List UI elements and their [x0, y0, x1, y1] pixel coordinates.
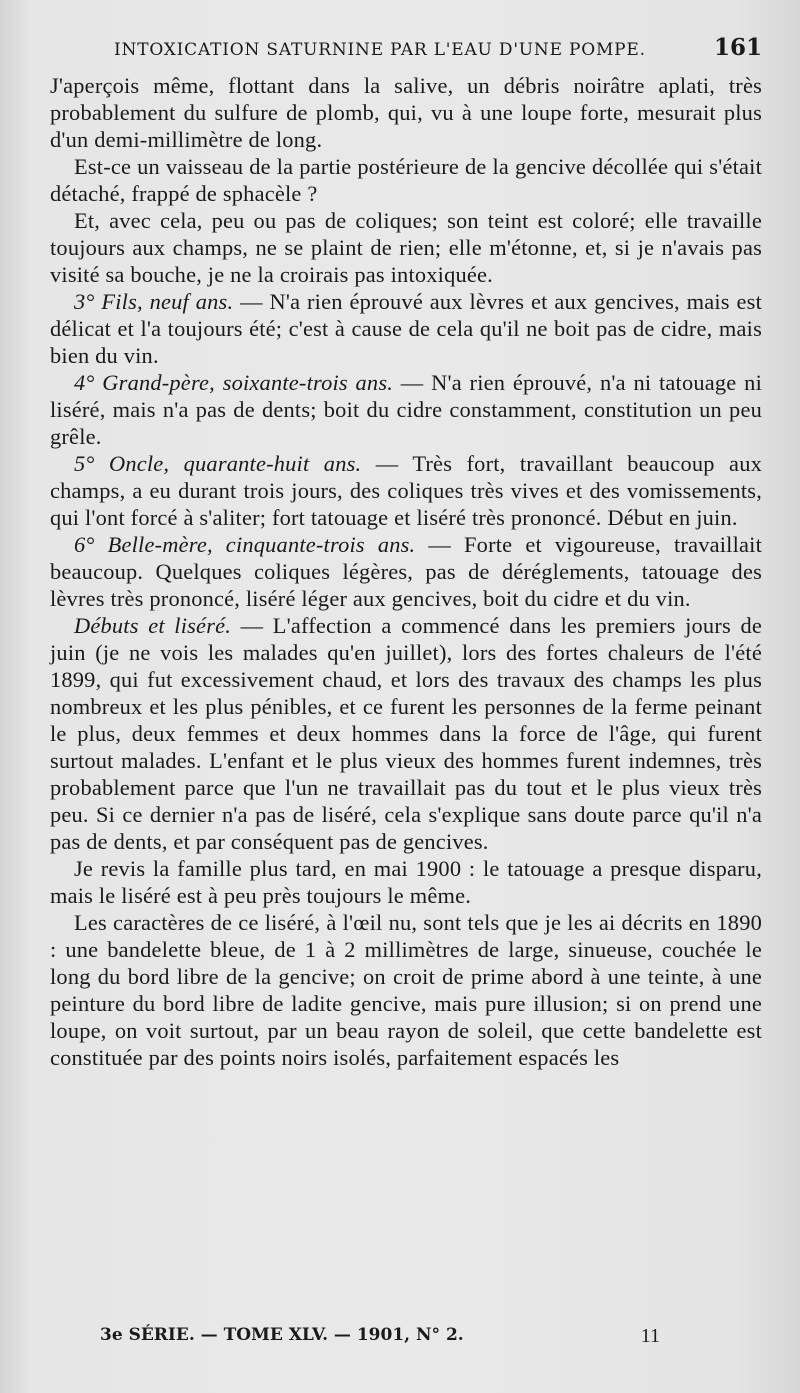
paragraph-lead: 6° Belle-mère, cinquante-trois ans.: [74, 532, 416, 557]
paragraph-lead: 3° Fils, neuf ans.: [74, 289, 234, 314]
paragraph: [50, 855, 762, 909]
paragraph-text: Les caractères de ce liséré, à l'œil nu, sont tels que je les ai décrits en 1890 : une bandelette bleue, de 1 à 2 millimètres de large, sinueuse, couchée le long du bord libre de la gencive; on croit de prime abord à une teinte, à une peinture du bord libre de ladite gencive, mais pure illusion; si on prend une loupe, on voit surtout, par un beau rayon de soleil, que cette bandelette est constituée par des points noirs isolés, parfaitement espacés les: [50, 910, 762, 1070]
running-head: [50, 34, 762, 64]
series-info: 3e SÉRIE. — TOME XLV. — 1901, N° 2.: [100, 1325, 464, 1345]
paragraph: [50, 288, 762, 369]
paragraph: [50, 207, 762, 288]
paragraph: [50, 909, 762, 1071]
paragraph-text: — N'a rien éprouvé aux lèvres et aux gencives, mais est délicat et l'a toujours été; c'est à cause de cela qu'il ne boit pas de cidre, mais bien du vin.: [50, 289, 762, 368]
running-title: INTOXICATION SATURNINE PAR L'EAU D'UNE POMPE.: [114, 40, 646, 60]
paragraph-text: Est-ce un vaisseau de la partie postérieure de la gencive décollée qui s'était détaché, frappé de sphacèle ?: [50, 154, 762, 206]
paragraph: [50, 153, 762, 207]
paragraph: [50, 531, 762, 612]
paragraph: [50, 612, 762, 855]
signature-mark: 11: [640, 1325, 660, 1347]
paragraph-text: Et, avec cela, peu ou pas de coliques; son teint est coloré; elle travaille toujours aux champs, ne se plaint de rien; elle m'étonne, et, si je n'avais pas visité sa bouche, je ne la croirais pas intoxiquée.: [50, 208, 762, 287]
paragraph-text: — Forte et vigoureuse, travaillait beaucoup. Quelques coliques légères, pas de déréglements, tatouage des lèvres très prononcé, liséré léger aux gencives, boit du cidre et du vin.: [50, 532, 762, 611]
paragraph-text: J'aperçois même, flottant dans la salive, un débris noirâtre aplati, très probablement du sulfure de plomb, qui, vu à une loupe forte, mesurait plus d'un demi-millimètre de long.: [50, 73, 762, 152]
page-footer: [100, 1325, 660, 1348]
body-text: [50, 72, 762, 1071]
paragraph-text: Je revis la famille plus tard, en mai 1900 : le tatouage a presque disparu, mais le liséré est à peu près toujours le même.: [50, 856, 762, 908]
paragraph: [50, 72, 762, 153]
page-number: 161: [713, 34, 762, 61]
paragraph-text: — L'affection a commencé dans les premiers jours de juin (je ne vois les malades qu'en juillet), lors des fortes chaleurs de l'été 1899, qui fut excessivement chaud, et lors des travaux des champs les plus nombreux et les plus pénibles, et ce furent les personnes de la ferme peinant le plus, deux femmes et deux hommes dans la force de l'âge, qui furent surtout malades. L'enfant et le plus vieux des hommes furent indemnes, très probablement parce que l'un ne travaillait pas du tout et le plus vieux très peu. Si ce dernier n'a pas de liséré, cela s'explique sans doute parce qu'il n'a pas de dents, et par conséquent pas de gencives.: [50, 613, 762, 854]
paragraph-lead: 5° Oncle, quarante-huit ans.: [74, 451, 362, 476]
paragraph: [50, 450, 762, 531]
paragraph-lead: Débuts et liséré.: [74, 613, 232, 638]
paragraph-text: — N'a rien éprouvé, n'a ni tatouage ni liséré, mais n'a pas de dents; boit du cidre constamment, constitution un peu grêle.: [50, 370, 762, 449]
paragraph: [50, 369, 762, 450]
paragraph-lead: 4° Grand-père, soixante-trois ans.: [74, 370, 394, 395]
paragraph-text: — Très fort, travaillant beaucoup aux champs, a eu durant trois jours, des coliques très vives et des vomissements, qui l'ont forcé à s'aliter; fort tatouage et liséré très prononcé. Début en juin.: [50, 451, 762, 530]
